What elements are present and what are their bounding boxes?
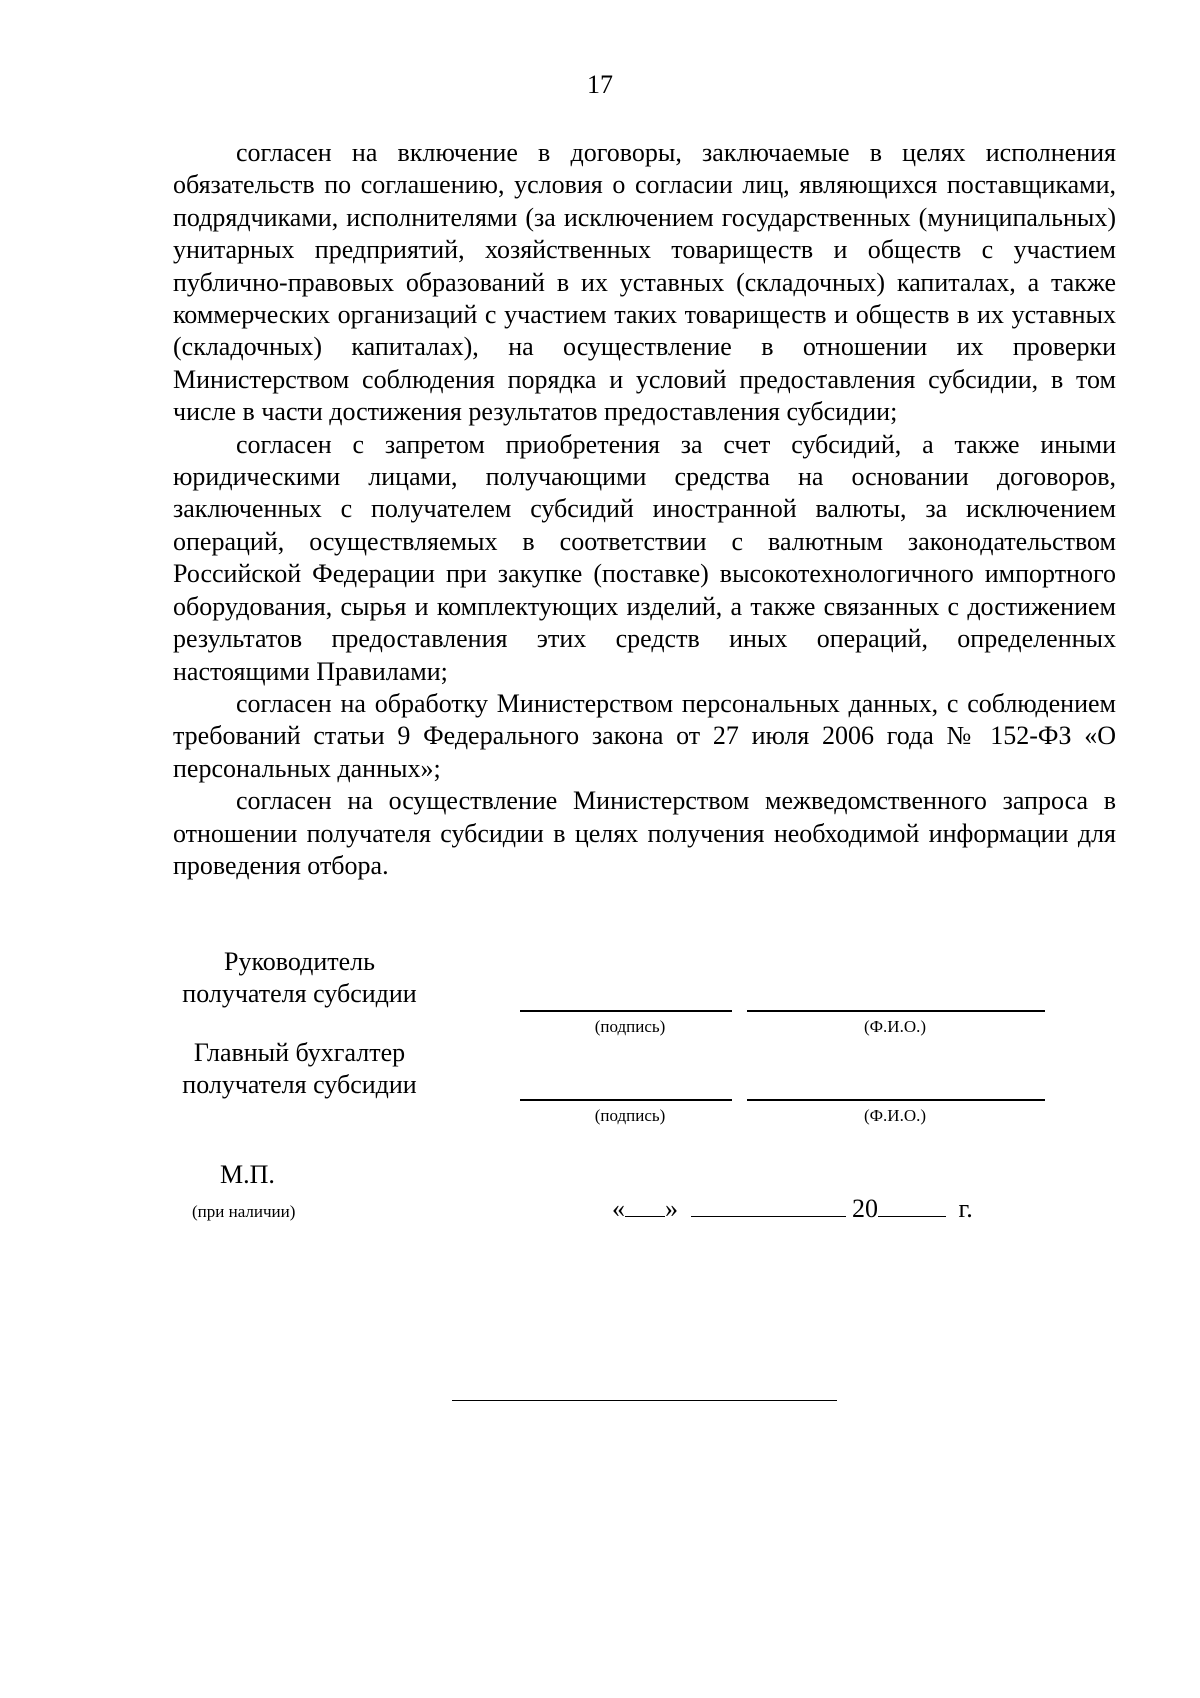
head-name-line[interactable] [747,1010,1045,1012]
year-prefix: 20 [852,1194,878,1223]
head-subtitle: получателя субсидии [182,979,417,1008]
paragraph-interagency-request-consent: согласен на осуществление Министерством межведомственного запроса в отношении получателя субсидии в целях получения необходимой информации для проведения отбора. [173,786,1116,880]
page-number: 17 [587,70,613,99]
date-field [612,1194,973,1224]
date-open-quote: « [612,1194,625,1223]
month-blank[interactable] [691,1194,846,1217]
document-body [173,137,1116,882]
stamp-caption: (при наличии) [192,1202,296,1221]
head-signature-line[interactable] [520,1010,732,1012]
head-name-caption: (Ф.И.О.) [863,1017,927,1036]
head-signature-caption: (подпись) [594,1017,666,1036]
end-divider [452,1400,837,1401]
day-blank[interactable] [625,1194,665,1217]
paragraph-personal-data-consent: согласен на обработку Министерством персональных данных, с соблюдением требований статьи 9 Федерального закона от 27 июля 2006 года № 152-ФЗ «О персональных данных»; [173,688,1116,783]
stamp-label: М.П. [220,1160,275,1189]
year-suffix: г. [958,1194,973,1223]
accountant-name-caption: (Ф.И.О.) [863,1106,927,1125]
head-title: Руководитель [224,947,375,976]
paragraph-currency-prohibition: согласен с запретом приобретения за счет субсидий, а также иными юридическими лицами, получающими средства на основании договоров, заключенных с получателем субсидий иностранной валюты, за исключением операций, осуществляемых в соответствии с валютным законодательством Российской Федерации при закупке (поставке) высокотехнологичного импортного оборудования, сырья и комплектующих изделий, а также связанных с достижением результатов предоставления этих средств иных операций, определенных настоящими Правилами; [173,429,1116,686]
accountant-name-line[interactable] [747,1099,1045,1101]
accountant-signatory-label [173,1037,426,1101]
accountant-title: Главный бухгалтер [193,1038,406,1067]
paragraph-audit-consent: согласен на включение в договоры, заключаемые в целях исполнения обязательств по соглашению, условия о согласии лиц, являющихся поставщиками, подрядчиками, исполнителями (за исключением государственных (муниципальных) унитарных предприятий, хозяйственных товариществ и обществ с участием публично-правовых образований в их уставных (складочных) капиталах, а также коммерческих организаций с участием таких товариществ и обществ в их уставных (складочных) капиталах), на осуществление в отношении их проверки Министерством соблюдения порядка и условий предоставления субсидии, в том числе в части достижения результатов предоставления субсидии; [173,138,1116,427]
year-blank[interactable] [878,1194,946,1217]
accountant-signature-line[interactable] [520,1099,732,1101]
accountant-signature-caption: (подпись) [594,1106,666,1125]
accountant-subtitle: получателя субсидии [182,1070,417,1099]
date-close-quote: » [665,1194,678,1223]
head-signatory-label [173,946,426,1010]
